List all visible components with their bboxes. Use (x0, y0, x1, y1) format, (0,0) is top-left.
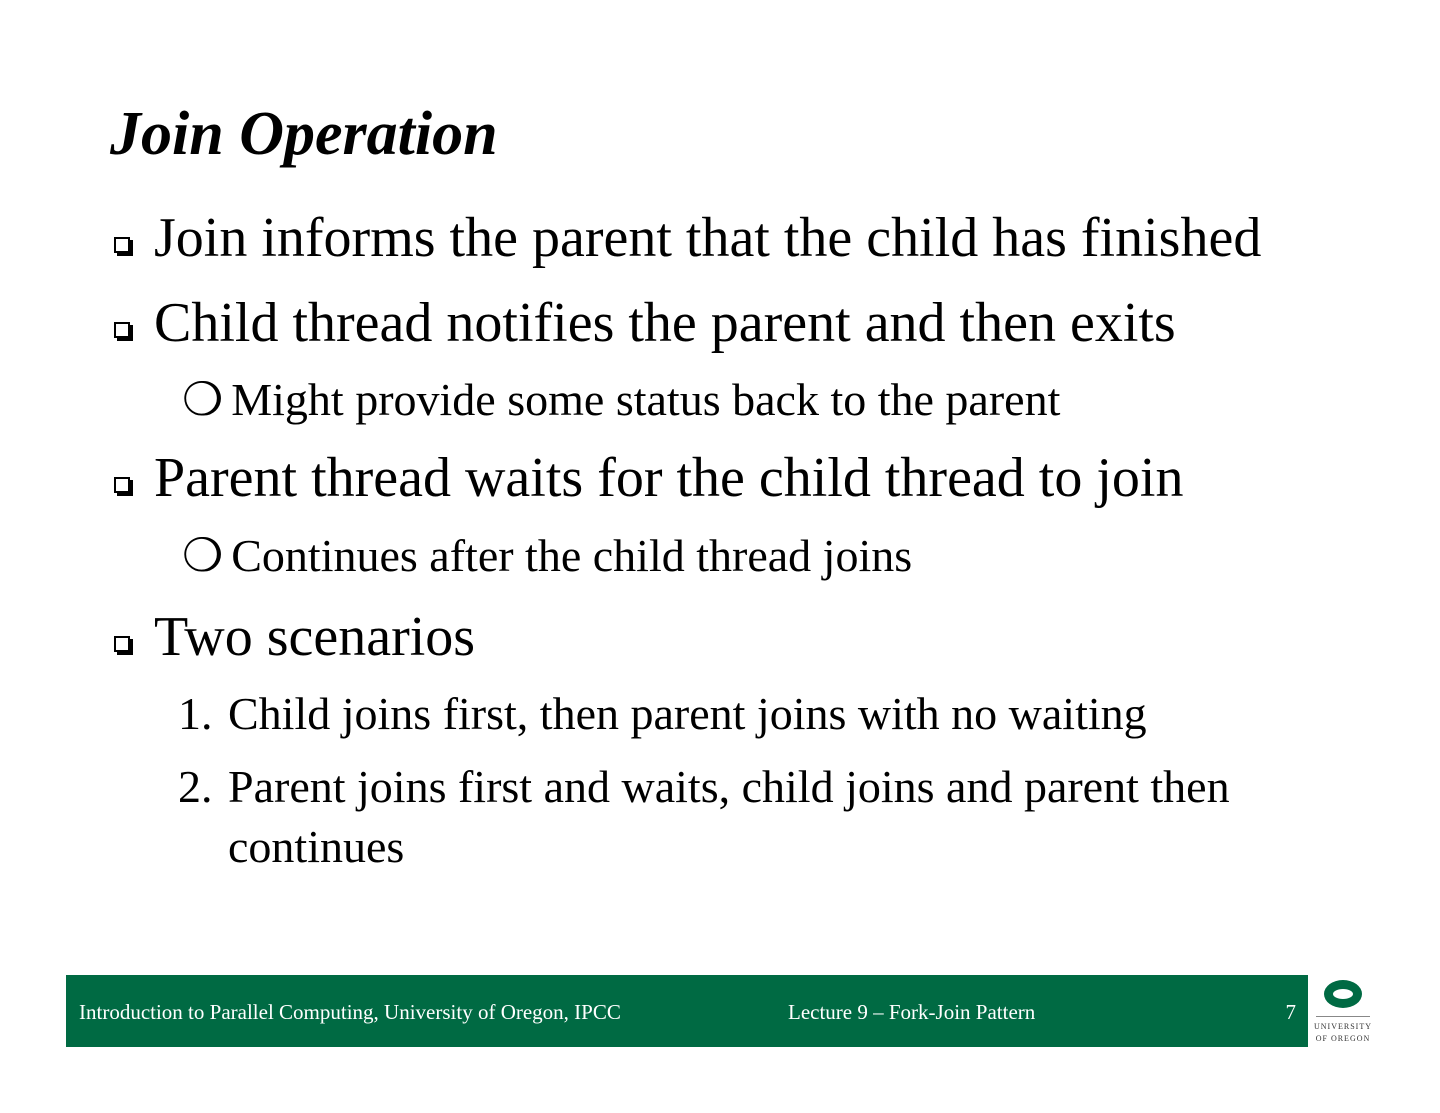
bullet-item (114, 446, 1183, 510)
page-number: 7 (1285, 1000, 1296, 1024)
bullet-item (114, 206, 1261, 270)
square-bullet-icon (114, 477, 130, 493)
bullet-text: Two scenarios (154, 606, 476, 668)
numbered-item (178, 684, 1358, 744)
oregon-o-icon (1324, 980, 1362, 1008)
university-logo (1312, 978, 1374, 1048)
footer-bar (66, 975, 1308, 1047)
numbered-item (178, 757, 1358, 877)
footer-lecture: Lecture 9 – Fork-Join Pattern (788, 1000, 1036, 1024)
square-bullet-icon (114, 636, 130, 652)
numbered-item-text: Parent joins first and waits, child joins and parent then (228, 761, 1230, 812)
bullet-item (114, 291, 1176, 355)
item-number: 1. (178, 688, 213, 739)
sub-bullet-item (182, 372, 1060, 428)
circle-bullet-icon: ❍ (182, 530, 224, 581)
numbered-item-text: Child joins first, then parent joins with no waiting (228, 688, 1147, 739)
square-bullet-icon (114, 322, 130, 338)
bullet-text: Join informs the parent that the child has finished (154, 207, 1262, 269)
numbered-item-continuation: continues (228, 821, 405, 872)
sub-bullet-text: Continues after the child thread joins (231, 530, 913, 581)
item-number: 2. (178, 761, 213, 812)
logo-line-1: UNIVERSITY (1314, 1022, 1372, 1031)
sub-bullet-text: Might provide some status back to the parent (231, 374, 1061, 425)
bullet-text: Parent thread waits for the child thread to join (154, 447, 1184, 509)
bullet-text: Child thread notifies the parent and then exits (154, 292, 1176, 354)
bullet-item (114, 605, 475, 669)
square-bullet-icon (114, 237, 130, 253)
footer-course: Introduction to Parallel Computing, University of Oregon, IPCC (79, 1000, 621, 1024)
slide-title: Join Operation (110, 100, 498, 168)
logo-divider (1316, 1016, 1370, 1017)
logo-line-2: OF OREGON (1315, 1034, 1371, 1043)
sub-bullet-item (182, 528, 912, 584)
circle-bullet-icon: ❍ (182, 374, 224, 425)
